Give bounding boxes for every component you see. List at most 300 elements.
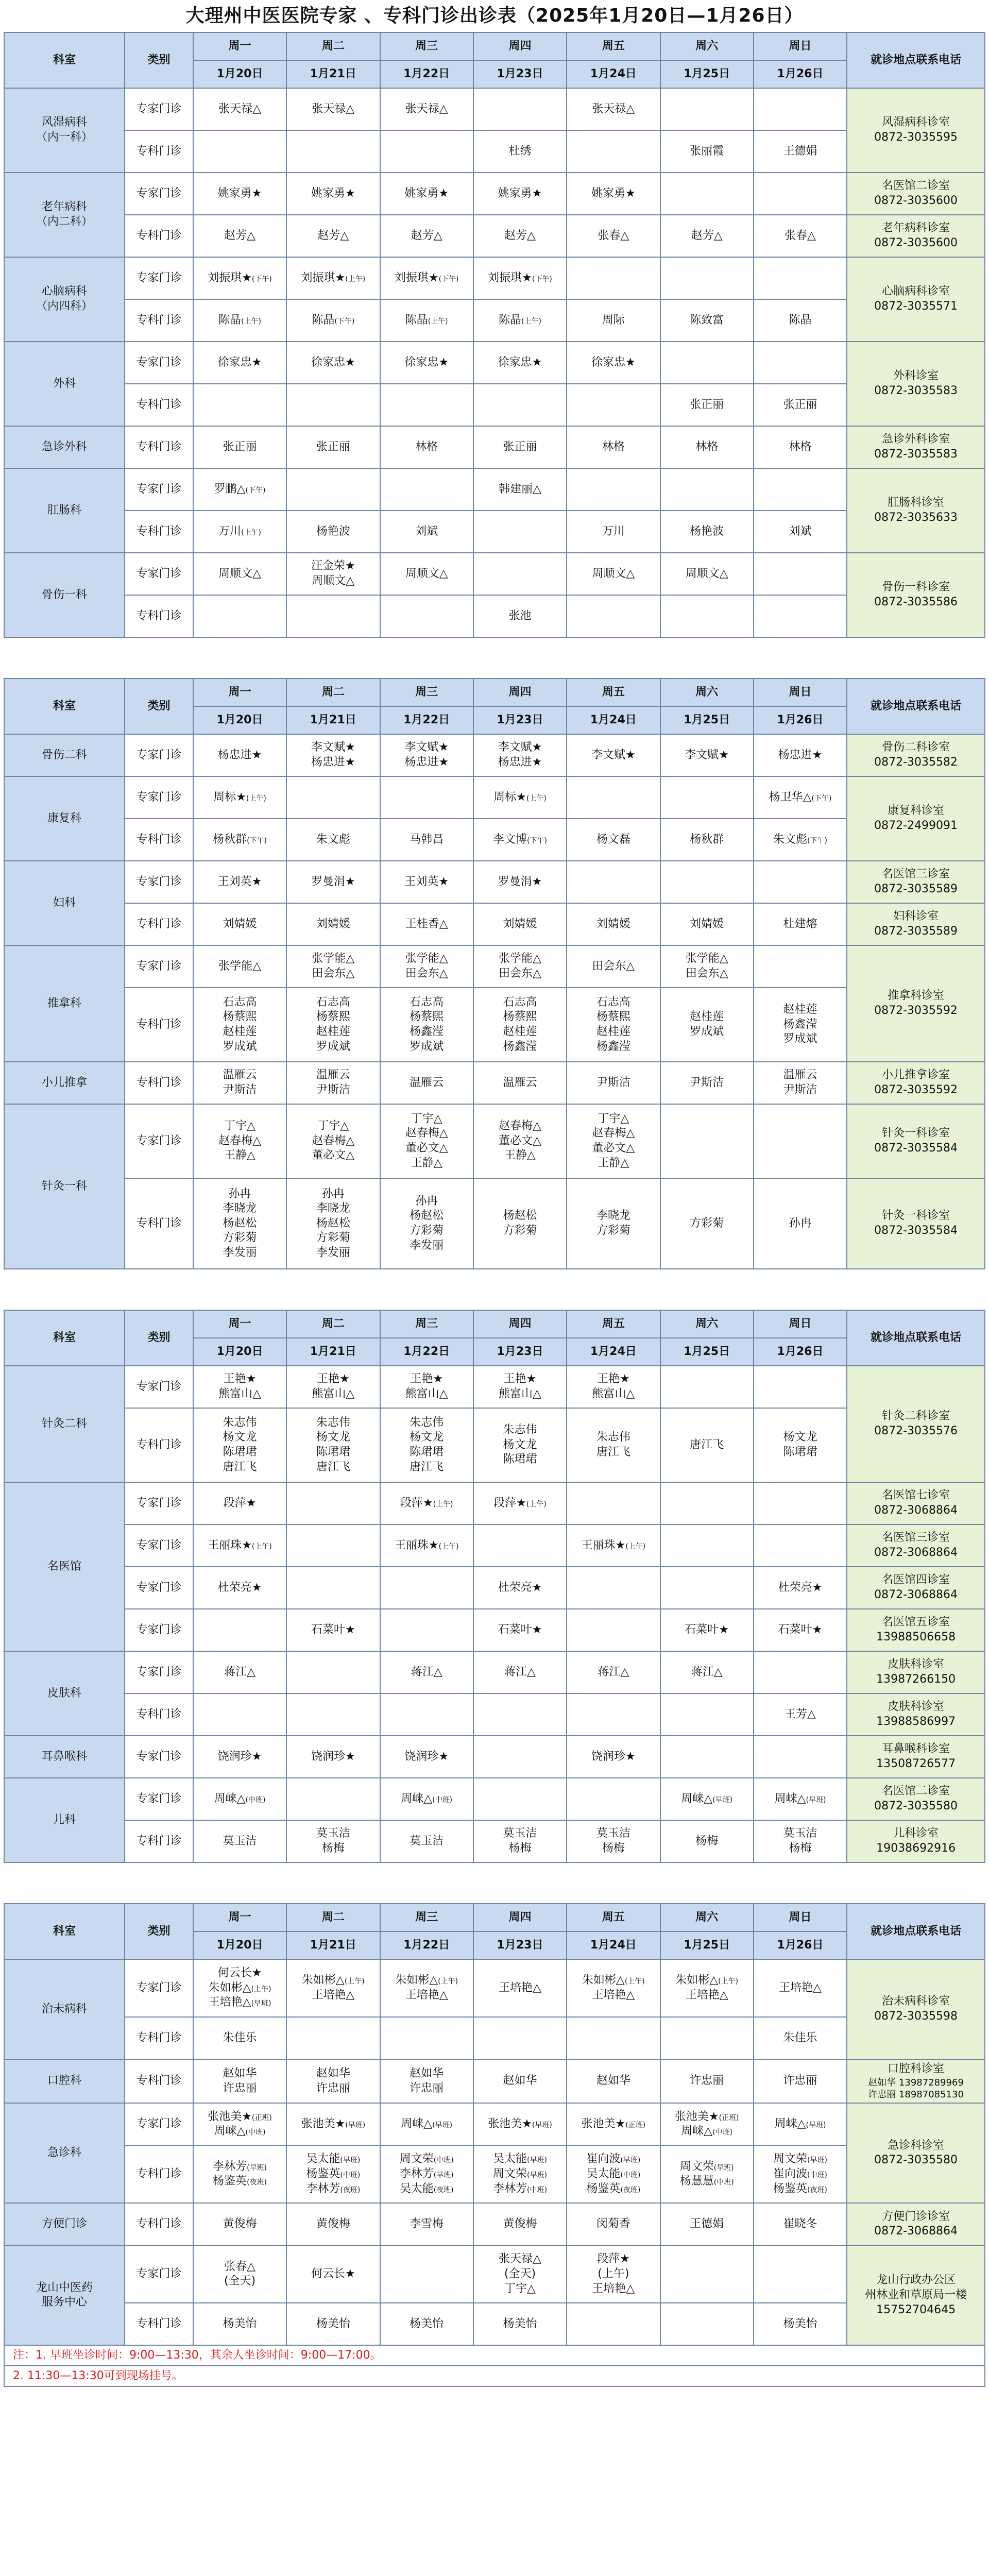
doctor-name: 吴太能	[399, 2182, 434, 2195]
shift-tag: (夜班)	[807, 2185, 827, 2194]
schedule-cell	[286, 2017, 380, 2059]
shift-tag: (中班)	[433, 2156, 454, 2165]
schedule-cell	[193, 215, 286, 257]
table-row	[4, 426, 985, 468]
cell-line	[195, 2124, 284, 2139]
doctor-name: 杨秋群	[690, 833, 724, 846]
cell-line	[849, 1224, 983, 1239]
schedule-cell	[473, 903, 567, 945]
clinic-type: 专家门诊	[125, 945, 193, 988]
doctor-name: 张学能△	[312, 952, 355, 965]
cell-line	[6, 377, 123, 392]
doctor-name: 刘斌	[415, 524, 438, 538]
table-row	[4, 1104, 985, 1178]
doctor-name: 刘婧媛	[596, 917, 630, 930]
doctor-name: 针灸二科	[42, 1417, 88, 1430]
doctor-name: 刘振琪★	[394, 271, 439, 284]
doctor-name: 0872-3035576	[874, 1425, 958, 1437]
shift-tag: (早班)	[247, 2163, 267, 2172]
schedule-cell	[660, 819, 754, 861]
doctor-name: 赵如华	[316, 2067, 350, 2080]
table-row	[4, 2017, 985, 2059]
doctor-name: 杨艳波	[316, 524, 350, 538]
shift-tag: (早班)	[807, 2156, 827, 2165]
doctor-name: 赵芳△	[691, 229, 723, 242]
cell-line	[569, 1387, 658, 1402]
schedule-cell	[660, 2145, 754, 2203]
doctor-name: 石志高	[223, 995, 257, 1009]
doctor-name: 李发丽	[316, 1246, 350, 1259]
cell-line	[195, 2110, 284, 2125]
schedule-cell	[380, 553, 473, 595]
cell-line	[849, 284, 983, 299]
cell-line	[475, 1025, 565, 1040]
header-location: 就诊地点联系电话	[847, 679, 985, 734]
doctor-name: 朱如彬△	[582, 1974, 625, 1987]
shift-tag: (中班)	[245, 1795, 266, 1804]
schedule-cell	[473, 468, 567, 511]
doctor-name: 陈晶	[218, 313, 242, 327]
doctor-name: 儿科诊室	[893, 1827, 939, 1840]
cell-line	[475, 952, 565, 967]
cell-line	[382, 1496, 471, 1511]
cell-line	[6, 2295, 123, 2310]
schedule-cell	[567, 2145, 660, 2203]
department-cell	[4, 468, 125, 553]
cell-line	[382, 187, 471, 201]
doctor-name: 0872-3035583	[874, 448, 958, 461]
cell-line	[849, 595, 983, 610]
doctor-name: 孙冉	[228, 1187, 251, 1200]
doctor-name: 0872-2499091	[874, 819, 958, 832]
cell-line	[662, 2110, 752, 2125]
schedule-cell	[754, 2245, 847, 2303]
header-weekday: 周一	[193, 679, 286, 706]
doctor-name: 张天禄△	[499, 2252, 541, 2266]
cell-line	[849, 1083, 983, 1098]
cell-line	[756, 2167, 845, 2182]
clinic-type: 专科门诊	[125, 1408, 193, 1482]
schedule-cell	[660, 734, 754, 776]
cell-line	[475, 2182, 565, 2197]
cell-line	[849, 1994, 983, 2009]
cell-line	[382, 995, 471, 1010]
shift-tag: (上午)	[345, 275, 366, 283]
schedule-cell	[286, 819, 380, 861]
doctor-name: 韩建丽△	[499, 482, 541, 496]
cell-line	[756, 440, 845, 455]
schedule-cell	[567, 2017, 660, 2059]
schedule-cell	[567, 1178, 660, 1269]
location-cell	[847, 215, 985, 257]
doctor-name: 莫玉洁	[503, 1827, 537, 1840]
doctor-name: 董必文△	[405, 1142, 448, 1155]
doctor-name: 崔向波	[773, 2167, 808, 2181]
cell-line	[849, 1126, 983, 1141]
doctor-name: 张池美★	[488, 2117, 532, 2131]
schedule-cell	[567, 945, 660, 988]
doctor-name: 陈珺珺	[783, 1446, 817, 1459]
header-weekday: 周三	[380, 32, 473, 60]
schedule-cell	[473, 1482, 567, 1524]
schedule-cell	[567, 1062, 660, 1104]
cell-line	[195, 271, 284, 286]
doctor-name: 许忠丽	[316, 2081, 350, 2095]
cell-line	[195, 1995, 284, 2010]
doctor-name: 黄俊梅	[316, 2217, 350, 2231]
doctor-name: 周崃△	[774, 2117, 806, 2131]
cell-line	[849, 1672, 983, 1687]
schedule-cell	[380, 173, 473, 215]
cell-line	[569, 1973, 658, 1988]
cell-line	[849, 867, 983, 882]
clinic-type: 专科门诊	[125, 819, 193, 861]
location-cell	[847, 1693, 985, 1736]
schedule-cell	[754, 2017, 847, 2059]
header-date: 1月20日	[193, 1338, 286, 1366]
cell-line	[382, 1665, 471, 1680]
schedule-cell	[567, 511, 660, 553]
doctor-name: 急诊科	[47, 2146, 82, 2160]
doctor-name: 周崃△	[214, 1792, 246, 1805]
doctor-name: 朱志伟	[223, 1416, 257, 1429]
cell-line	[662, 398, 752, 413]
schedule-cell	[286, 511, 380, 553]
doctor-name: 李发丽	[410, 1239, 444, 1252]
doctor-name: 名医馆三诊室	[882, 1531, 950, 1545]
cell-line	[849, 1630, 983, 1645]
doctor-name: 名医馆五诊室	[882, 1616, 950, 1629]
schedule-cell	[754, 1959, 847, 2017]
doctor-name: 朱文彪	[773, 833, 808, 846]
schedule-cell	[286, 1959, 380, 2017]
schedule-cell	[567, 173, 660, 215]
doctor-name: 杨梅	[695, 1834, 719, 1848]
header-weekday: 周日	[754, 1904, 847, 1931]
cell-line	[475, 875, 565, 890]
header-date: 1月25日	[660, 60, 754, 88]
doctor-name: 李林芳	[306, 2182, 340, 2195]
schedule-cell	[567, 1482, 660, 1524]
doctor-name: 周文荣	[493, 2167, 527, 2181]
doctor-name: 周标★	[493, 790, 526, 804]
schedule-cell	[660, 553, 754, 595]
header-date: 1月26日	[754, 706, 847, 734]
cell-line	[849, 384, 983, 399]
clinic-type: 专家门诊	[125, 468, 193, 511]
cell-line	[195, 2160, 284, 2175]
cell-line	[569, 355, 658, 370]
department-cell	[4, 2103, 125, 2203]
schedule-cell	[567, 595, 660, 637]
doctor-name: 周崃△	[774, 1792, 806, 1805]
doctor-name: 王艳★	[503, 1372, 537, 1386]
schedule-cell	[754, 1693, 847, 1736]
header-location: 就诊地点联系电话	[847, 1904, 985, 1959]
table-row	[4, 819, 985, 861]
cell-line	[849, 1488, 983, 1503]
doctor-name: 田会东△	[312, 967, 355, 980]
cell-line	[569, 1141, 658, 1156]
header-weekday: 周四	[473, 679, 567, 706]
cell-line	[569, 1156, 658, 1171]
schedule-cell	[660, 2203, 754, 2245]
shift-tag: (早班)	[806, 1795, 826, 1804]
table-row	[4, 734, 985, 776]
schedule-cell	[380, 1062, 473, 1104]
table-row	[4, 2103, 985, 2145]
doctor-name: 周崃△	[681, 1792, 713, 1805]
cell-line	[662, 144, 752, 159]
header-date: 1月23日	[473, 706, 567, 734]
cell-line	[475, 609, 565, 624]
cell-line	[195, 1201, 284, 1216]
doctor-name: 杨美怡	[410, 2317, 444, 2331]
cell-line	[475, 187, 565, 201]
cell-line	[849, 130, 983, 145]
cell-line	[195, 1025, 284, 1040]
clinic-type: 专家门诊	[125, 553, 193, 595]
cell-line	[662, 2174, 752, 2189]
doctor-name: 蒋江△	[598, 1665, 629, 1679]
doctor-name: 杨鑫滢	[410, 1025, 444, 1038]
schedule-cell	[473, 1778, 567, 1820]
doctor-name: 张正丽	[690, 398, 724, 411]
schedule-cell	[473, 88, 567, 130]
header-weekday: 周一	[193, 32, 286, 60]
schedule-cell	[193, 511, 286, 553]
cell-line	[288, 1387, 378, 1402]
doctor-name: 杨文龙	[223, 1431, 257, 1444]
cell-line	[569, 187, 658, 201]
doctor-name: 赵如华	[596, 2074, 630, 2088]
schedule-cell	[754, 2203, 847, 2245]
cell-line	[849, 2210, 983, 2225]
clinic-type: 专科门诊	[125, 1178, 193, 1269]
doctor-name: 张池美★	[581, 2117, 626, 2131]
notes-row	[4, 2366, 985, 2386]
cell-line	[382, 833, 471, 848]
cell-line	[382, 2317, 471, 2332]
doctor-name: 杨鑫滢	[503, 1040, 537, 1053]
cell-line	[195, 748, 284, 763]
cell-line	[195, 2217, 284, 2232]
header-weekday: 周五	[567, 1904, 660, 1931]
cell-line	[288, 1040, 378, 1055]
cell-line	[475, 995, 565, 1010]
doctor-name: 丁宇△	[317, 1120, 349, 1133]
doctor-name: 张学能△	[499, 952, 541, 965]
cell-line	[195, 1216, 284, 1231]
schedule-cell	[193, 1959, 286, 2017]
section-spacer	[0, 1863, 989, 1903]
schedule-cell	[567, 257, 660, 299]
doctor-name: 0872-3035633	[874, 511, 958, 524]
cell-line	[662, 1216, 752, 1231]
doctor-name: 张天禄△	[592, 102, 635, 115]
doctor-name: 刘婧媛	[223, 917, 257, 930]
cell-line	[475, 1224, 565, 1239]
clinic-type: 专家门诊	[125, 342, 193, 384]
doctor-name: 耳鼻喉科	[42, 1750, 88, 1763]
shift-tag: (中班)	[807, 2171, 827, 2180]
schedule-cell	[380, 776, 473, 819]
schedule-cell	[660, 988, 754, 1062]
schedule-cell	[380, 1778, 473, 1820]
shift-tag: (上午)	[251, 1542, 272, 1551]
cell-line	[849, 1209, 983, 1224]
schedule-cell	[754, 595, 847, 637]
cell-line	[6, 215, 123, 230]
doctor-name: 陈珺珺	[410, 1446, 444, 1459]
header-date: 1月21日	[286, 60, 380, 88]
doctor-name: 方彩菊	[503, 1224, 537, 1237]
doctor-name: 温雁云	[503, 1076, 537, 1089]
doctor-name: 周顺文△	[218, 567, 261, 580]
location-cell	[847, 173, 985, 215]
cell-line	[475, 1209, 565, 1224]
cell-line	[6, 1076, 123, 1091]
doctor-name: 0872-3068864	[874, 2225, 958, 2238]
doctor-name: 耳鼻喉科诊室	[882, 1742, 950, 1756]
header-row-days	[4, 32, 985, 60]
doctor-name: 王培艳△	[499, 1981, 541, 1994]
cell-line	[195, 790, 284, 805]
cell-line	[195, 1083, 284, 1098]
doctor-name: 杨文龙	[410, 1431, 444, 1444]
doctor-name: 徐家忠★	[591, 355, 636, 369]
schedule-cell	[286, 861, 380, 903]
cell-line	[382, 1025, 471, 1040]
doctor-name: 王静△	[224, 1149, 255, 1162]
cell-line	[662, 1438, 752, 1453]
cell-line	[569, 2217, 658, 2232]
cell-line	[6, 1686, 123, 1701]
cell-line	[195, 917, 284, 932]
doctor-name: 陈晶	[789, 313, 812, 327]
doctor-name: 周际	[602, 313, 625, 327]
cell-line	[195, 2174, 284, 2189]
schedule-cell	[193, 988, 286, 1062]
doctor-name: 杨蔡熙	[503, 1010, 537, 1024]
cell-line	[382, 271, 471, 286]
cell-line	[195, 2066, 284, 2081]
doctor-name: 董必文△	[592, 1142, 635, 1155]
page-title: 大理州中医医院专家 、专科门诊出诊表（2025年1月20日—1月26日）	[185, 5, 804, 26]
schedule-cell	[380, 903, 473, 945]
doctor-name: 方彩菊	[316, 1231, 350, 1245]
doctor-name: 吴太能	[493, 2153, 527, 2166]
schedule-cell	[286, 734, 380, 776]
doctor-name: 张池美★	[674, 2110, 719, 2123]
schedule-cell	[193, 776, 286, 819]
doctor-name: 吴太能	[586, 2167, 621, 2181]
doctor-name: 李文赋★	[685, 748, 729, 761]
shift-tag: (上午)	[718, 1977, 739, 1986]
header-weekday: 周四	[473, 1904, 567, 1931]
shift-tag: (上午)	[438, 1977, 458, 1986]
cell-line	[288, 2182, 378, 2197]
clinic-type: 专家门诊	[125, 1524, 193, 1567]
doctor-name: 口腔科	[47, 2074, 82, 2088]
cell-line	[382, 2066, 471, 2081]
cell-line	[756, 2074, 845, 2089]
schedule-cell	[380, 342, 473, 384]
cell-line	[849, 804, 983, 819]
cell-line	[6, 440, 123, 455]
doctor-name: 19038692916	[876, 1842, 956, 1855]
cell-line	[849, 580, 983, 595]
doctor-name: 皮肤科诊室	[888, 1700, 945, 1714]
cell-line	[849, 2273, 983, 2288]
clinic-type: 专科门诊	[125, 299, 193, 342]
department-cell	[4, 945, 125, 1062]
doctor-name: 石志高	[410, 995, 444, 1009]
doctor-name: 孙冉	[415, 1194, 438, 1208]
doctor-name: 林格	[415, 440, 438, 453]
cell-line	[756, 2317, 845, 2332]
cell-line	[849, 1742, 983, 1757]
cell-line	[569, 1826, 658, 1841]
header-date: 1月23日	[473, 1931, 567, 1959]
schedule-cell	[660, 1482, 754, 1524]
doctor-name: 0872-3035580	[874, 1800, 958, 1812]
doctor-name: （内一科）	[36, 131, 93, 144]
doctor-name: 李林芳	[399, 2167, 434, 2181]
shift-tag: (下午)	[334, 317, 355, 326]
shift-tag: (中班)	[245, 2128, 266, 2137]
schedule-cell	[567, 819, 660, 861]
doctor-name: 孙冉	[789, 1216, 812, 1230]
doctor-name: 方便门诊诊室	[882, 2210, 950, 2223]
doctor-name: 杨文磊	[596, 833, 630, 846]
cell-line	[849, 236, 983, 251]
schedule-cell	[193, 2017, 286, 2059]
doctor-name: 李文赋★	[404, 741, 449, 754]
cell-line	[288, 952, 378, 967]
shift-tag: (夜班)	[620, 2185, 641, 2194]
shift-tag: (早班)	[432, 2121, 453, 2130]
doctor-name: 0872-3035584	[874, 1142, 958, 1155]
schedule-cell	[660, 903, 754, 945]
schedule-cell	[286, 299, 380, 342]
department-cell	[4, 1651, 125, 1736]
location-cell	[847, 2245, 985, 2345]
cell-line	[569, 2074, 658, 2089]
shift-tag: (上午)	[521, 317, 541, 326]
location-cell	[847, 1736, 985, 1778]
cell-line	[849, 1573, 983, 1588]
doctor-name: 小儿推拿	[42, 1076, 88, 1089]
cell-line	[6, 2281, 123, 2296]
doctor-name: 周顺文△	[312, 574, 355, 587]
schedule-cell	[754, 2145, 847, 2203]
clinic-type: 专家门诊	[125, 1609, 193, 1651]
doctor-name: 朱志伟	[596, 1431, 630, 1444]
doctor-name: 皮肤科诊室	[888, 1658, 945, 1671]
schedule-cell	[660, 426, 754, 468]
header-date: 1月20日	[193, 1931, 286, 1959]
schedule-cell	[660, 468, 754, 511]
schedule-cell	[286, 1178, 380, 1269]
table-row	[4, 1651, 985, 1693]
doctor-name: 名医馆四诊室	[882, 1573, 950, 1587]
cell-line	[849, 1141, 983, 1156]
cell-line	[6, 748, 123, 763]
cell-line	[662, 2160, 752, 2175]
schedule-cell	[473, 734, 567, 776]
schedule-cell	[286, 215, 380, 257]
